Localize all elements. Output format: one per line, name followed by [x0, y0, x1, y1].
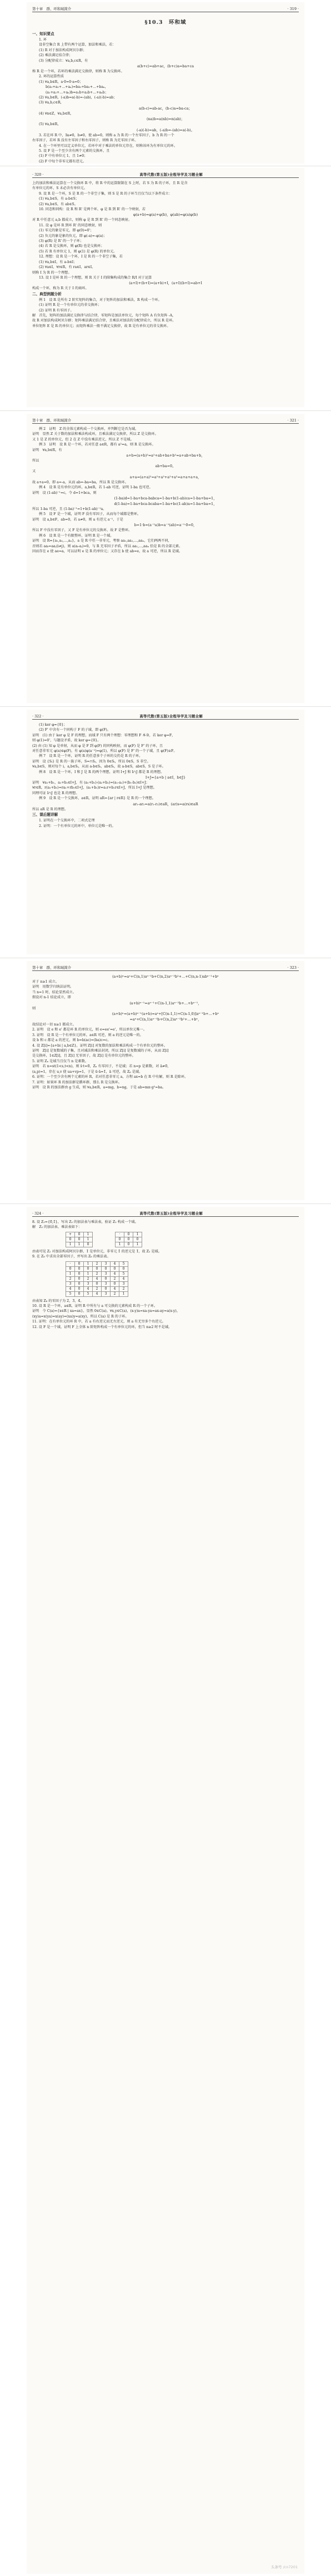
text-line: (1) ∀a,b∈S，有 a-b∈S；: [39, 197, 79, 201]
table-cell: 0: [119, 1266, 128, 1271]
text-line: 解 首先，矩阵的加法满足交换律与结合律，零矩阵是加法单位元，每个矩阵 A 有负矩阵 -A，: [32, 313, 176, 318]
table-cell: 0: [124, 1232, 133, 1237]
running-header: [32, 961, 299, 971]
table-cell: 2: [93, 1271, 102, 1276]
table-cell: ·: [116, 1232, 124, 1237]
page-gap: [0, 706, 331, 707]
text-line: 9. 设 R 是一个环，S 是 R 的一个非空子集，则 S 是 R 的子环当且仅当以下条件成立：: [39, 191, 172, 196]
text-line: 证明 显然 Z 关于数的加法和乘法构成环，且乘法满足交换律，所以 Z 是交换环。: [32, 432, 158, 437]
text-line: 证明 设 {Sᵢ} 是 R 的一族子环，S=∩Sᵢ，因为 0∈Sᵢ，所以 0∈S，S 非空。: [32, 759, 151, 764]
table-row: [66, 1291, 128, 1296]
text-line: 例 2 证明 Z 的全体元素构成一个交换环，并判断它是否为域。: [39, 427, 139, 431]
header-left: 第十章 群、环和域简介: [32, 7, 72, 11]
text-line: 又 1 是 Z 的单位元，但 2 在 Z 中没有乘法逆元，所以 Z 不是域。: [32, 437, 134, 442]
table-cell: 3: [119, 1281, 128, 1286]
text-line: 当 n=1 时，结论显然成立。: [32, 990, 76, 994]
equation-line: b=1·b=(a⁻¹a)b=a⁻¹(ab)=a⁻¹·0=0，: [134, 523, 197, 528]
table-cell: 1: [75, 1242, 84, 1247]
table-cell: 0: [102, 1286, 111, 1291]
table-cell: +: [66, 1232, 75, 1237]
text-line: 对任意非零元 φ(a)∈φ(F)，有 φ(a)φ(a⁻¹)=φ(1)，所以 φ(F) 是 F' 的一个子域，且 φ(F)≅F。: [32, 749, 177, 754]
equation-line: a(b+c)=ab+ac，(b+c)a=ba+ca: [137, 64, 194, 69]
table-cell: 1: [84, 1237, 93, 1242]
text-line: 假设对 n-1 结论成立，即: [32, 995, 71, 1000]
page-number: · 319 ·: [287, 7, 299, 11]
subsection-heading: 二、典型例题分析: [32, 291, 62, 296]
text-line: 故 a+a=0，即 a=-a，从而 ab=-ba=ba，所以 R 是交换环。: [32, 480, 128, 484]
table-cell: 0: [133, 1237, 142, 1242]
text-line: 例 6 设 R 是一个有限整环，证明 R 是一个域。: [39, 533, 114, 538]
text-line: 6. 证明：一个至少含有两个元素的环 R，若对任意非零元 a，方程 ax=b 在 R 中有解，则 R 是除环。: [32, 1075, 188, 1079]
text-line: 对于 n≥1 成立。: [32, 980, 59, 984]
text-line: (1) R 对于加法构成阿贝尔群；: [39, 48, 87, 52]
table-row: [66, 1271, 128, 1276]
equation-line: I+J={a+b | a∈I，b∈J}: [145, 775, 186, 780]
table-cell: 4: [66, 1286, 75, 1291]
table-cell: 0: [75, 1266, 84, 1271]
text-line: 证明 (1) 由于 ker φ 是 F 的理想，而域 F 只有两个理想：零理想和 F 本身，若 ker φ=F，: [32, 733, 175, 737]
text-line: 例 8 设 R 是一个环，I 和 J 是 R 的两个理想，证明 I+J 和 I∩J 都是 R 的理想。: [39, 770, 164, 774]
table-cell: 4: [93, 1291, 102, 1296]
page-number: · 323 ·: [287, 965, 299, 970]
running-header: [32, 2, 299, 12]
text-line: 4. 设 Z[i]={a+bi | a,b∈Z}，证明 Z[i] 对复数的加法和乘法构成一个有单位元的整环。: [32, 1043, 168, 1048]
page-320: [27, 168, 304, 407]
table-cell: ·: [66, 1261, 75, 1266]
text-line: 构成一个环，称为 R 关于 I 的商环。: [32, 286, 89, 291]
table-cell: 3: [102, 1271, 111, 1276]
equation-line: d(1-ba)=1-ba+bca-bcaba=1-ba+bc(1-ab)a=1-ba+ba=1，: [114, 502, 217, 507]
watermark-brand: 头条号: [270, 2565, 282, 2569]
text-line: 称 R 是一个环，若环的乘法满足交换律，则称 R 为交换环。: [32, 70, 124, 74]
text-line: ∀r∈R，r(a₁+b₁)=ra₁+rb₁∈I+J，(a₁+b₁)r=a₁r+b₁r∈I+J，所以 I+J 是理想。: [32, 786, 157, 790]
text-line: 证明 ∀a₁+b₁，a₂+b₂∈I+J，有 (a₁+b₁)-(a₂+b₂)=(a₁-a₂)+(b₁-b₂)∈I+J；: [32, 781, 149, 785]
text-line: 上的加法和乘法运算在一个交换环 R 中，将 R 中的运算限制在 S 上时，若 S 为 R 的子环，且 R 是含: [32, 181, 188, 185]
table-cell: 0: [93, 1281, 102, 1286]
table-cell: 3: [84, 1281, 93, 1286]
text-line: 例 9 设 R 是一个交换环，a∈R，证明 aR={ar | r∈R} 是 R 的一个理想。: [39, 796, 156, 801]
header-left: 第十章 群、环和域简介: [32, 965, 72, 970]
text-line: 证明 用数学归纳法证明。: [32, 985, 74, 989]
text-line: 11. 证明：在有单位元的环 R 中，若 a 有右逆元而无左逆元，则 a 有无穷多个右逆元。: [32, 1320, 165, 1324]
table-cell: 0: [66, 1237, 75, 1242]
text-line: (5) ∀a,b∈R，: [39, 122, 61, 127]
page-body: [32, 181, 299, 329]
text-line: (2) ∀a,b∈R，(-a)b=a(-b)=-(ab)，(-a)(-b)=ab；: [39, 96, 117, 100]
equation-line: (1-ba)d=1-ba+bca-babca=1-ba+b(1-ab)ca=1-ba+ba=1，: [114, 496, 217, 501]
text-line: 否则若 aaᵢ=aaⱼ(i≠j)，则 a(aᵢ-aⱼ)=0，与 R 无零因子矛盾，所以 aa₁,…,aaₙ 恰是 R 的全部元素。: [32, 544, 183, 548]
text-line: 12. 理想：设 R 是一个环，I 是 R 的一个非空子集，若: [39, 255, 123, 259]
text-line: (xy)a=x(ya)=x(ay)=(xa)y=a(xy)，所以 C(a) 是 R 的子环。: [32, 1314, 129, 1319]
text-line: 由表可见 Z₂ 对加法构成阿贝尔群，1̄ 是单位元，非零元 1̄ 的逆元是 1̄，故 Z₂ 是域。: [32, 1249, 162, 1254]
text-line: 例 4 设 R 是有单位元的环，a,b∈R，若 1-ab 可逆，证明 1-ba 也可逆。: [39, 486, 153, 490]
page-number: · 324 ·: [32, 1211, 44, 1216]
page-gap: [0, 410, 331, 411]
page-number: · 322 ·: [32, 714, 44, 719]
text-line: ∀a,b∈S，则对每个 i，a,b∈Sᵢ，从而 a-b∈Sᵢ，ab∈Sᵢ，故 a-b∈S，ab∈S，S 是子环。: [32, 765, 165, 769]
text-line: 1. 证明在一个交换环中，二项式定理: [39, 819, 95, 823]
table-cell: 0: [75, 1232, 84, 1237]
text-line: (2) 乘法满足结合律；: [39, 53, 73, 58]
table-cell: 4: [119, 1276, 128, 1281]
text-line: (2) ∀a,b∈S，有 ab∈S。: [39, 202, 78, 206]
text-line: (3) 分配律成立：∀a,b,c∈R，有: [39, 58, 88, 63]
watermark-handle: /cn7201: [283, 2565, 298, 2569]
page-body-cont: [32, 1249, 299, 1260]
text-line: 对 R 中任意元 a,b 都成立，则称 φ 是 R 到 R' 的一个同态映射。: [32, 218, 132, 222]
page-number: · 320 ·: [32, 172, 44, 177]
subsection-heading: 一、知识要点: [32, 32, 54, 36]
table-row: [66, 1281, 128, 1286]
page-gap: [0, 1203, 331, 1204]
equation-line: ar₁-ar₂=a(r₁-r₂)∈aR，(ar)s=a(rs)∈aR: [133, 801, 198, 806]
running-header: [32, 1207, 299, 1217]
table-cell: 0: [75, 1276, 84, 1281]
equation-line: a+a=(a+a)²=a²+a²+a²+a²=a+a+a+a，: [129, 474, 202, 479]
text-line: 4. 在一个环里可以定义单位元，若环中对于乘法的单位元存在，则称该环为有单位元的环。: [39, 143, 178, 148]
text-line: 1. 环: [39, 38, 47, 42]
table-cell: 2: [84, 1276, 93, 1281]
table-cell: 0: [75, 1261, 84, 1266]
table-row: [116, 1232, 142, 1237]
equation-line: (a+b)ⁿ=aⁿ+C(n,1)aⁿ⁻¹b+C(n,2)aⁿ⁻²b²+…+C(n,n-1)abⁿ⁻¹+bⁿ: [112, 974, 219, 979]
table-row: [66, 1242, 93, 1247]
text-line: 2. 证明：一个有单位元的环中，单位元是唯一的。: [39, 824, 116, 828]
page-323: [27, 961, 304, 1200]
text-line: 9. 在 Z₆ 中求出全部零因子，并写出 Z₆ 的乘法表。: [32, 1255, 111, 1259]
table-cell: 5: [66, 1291, 75, 1296]
table-cell: 1: [133, 1232, 142, 1237]
table-cell: 1: [84, 1261, 93, 1266]
text-line: 证明 令 C(a)={x∈R | xa=ax}，显然 0∈C(a)。∀x,y∈C(a)，(x-y)a=xa-ya=ax-ay=a(x-y)，: [32, 1309, 180, 1314]
text-line: 则 φ(1)=0'，与题设矛盾，故 ker φ={0}。: [32, 739, 101, 743]
z2-tables: [32, 1230, 299, 1249]
table-cell: 1: [84, 1232, 93, 1237]
table-cell: 0: [66, 1266, 75, 1271]
text-line: 3. 若在环 R 中，∃a≠0，b≠0，使 ab=0，则称 a 为 R 的一个左零因子，b 为 R 的一个: [39, 133, 174, 137]
text-line: 10. 同态和同构：设 R 和 R' 是两个环，φ 是 R 到 R' 的一个映射，若: [39, 207, 146, 212]
text-line: 证明 ∀a,b∈R，有: [32, 448, 62, 452]
table-cell: 1: [116, 1242, 124, 1247]
text-line: 因而存在 e 使 ae=a，可以证明 e 是 R 的单位元；又存在 b 使 ab=e，故 a 可逆，所以 R 是域。: [32, 549, 183, 553]
table-cell: 0: [102, 1276, 111, 1281]
table-cell: 0: [124, 1242, 133, 1247]
text-line: 例 5 设 F 是一个域，证明 F 没有零因子，从而每个域都是整环。: [39, 512, 141, 517]
header-mid: 高等代数(第五版)全程导学及习题全解: [139, 1211, 203, 1216]
text-line: (a,p)=1，存在 u,v 使 ua+vp=1，于是 ū·ā=1̄，ā 可逆，故 Zₚ 是域。: [32, 1069, 143, 1074]
table-cell: 4: [93, 1276, 102, 1281]
text-line: (1) 零元的象是零元，即 φ(0)=0'；: [39, 229, 94, 233]
addition-table: [66, 1232, 93, 1247]
text-line: 是交换环，1∈Z[i]，且 Z[i] 无零因子，故 Z[i] 是有单位元的整环。: [32, 1054, 136, 1058]
table-cell: 1: [66, 1271, 75, 1276]
text-line: 证明 设 R={a₁,a₂,…,aₙ}，a 是 R 中任一非零元，考察 aa₁,aa₂,…,aaₙ，它们两两不同，: [32, 539, 172, 543]
equation-line: (a+b)ⁿ=(a+b)ⁿ⁻¹(a+b)=aⁿ+[C(n-1,1)+C(n-1,0)]aⁿ⁻¹b+…+bⁿ: [112, 1012, 219, 1017]
table-cell: 2: [111, 1276, 119, 1281]
text-line: 所以 F 中没有零因子，又 F 是有单位元的交换环，故 F 是整环。: [32, 528, 132, 533]
text-line: 3. 证明 设 R 是一个有单位元的环，a∈R 可逆，则 a 的逆元是唯一的。: [32, 1033, 143, 1037]
equation-line: (a+b)ⁿ⁻¹=aⁿ⁻¹+C(n-1,1)aⁿ⁻²b+…+bⁿ⁻¹，: [129, 1000, 202, 1005]
text-line: 有单位元的环，S 未必含有单位元。: [32, 186, 88, 191]
text-line: (3) ∀a,b,c∈R，: [39, 101, 64, 105]
text-line: (4) ∀n∈Z，∀a,b∈R，: [39, 111, 74, 116]
running-header: [32, 710, 299, 720]
z6-multiplication-table: [66, 1261, 128, 1297]
header-mid: 高等代数(第五版)全程导学及习题全解: [139, 714, 203, 719]
table-cell: 1: [133, 1242, 142, 1247]
table-cell: 4: [84, 1286, 93, 1291]
text-line: (1) F 中有单位元 1，且 1≠0；: [39, 154, 88, 158]
running-header: [32, 168, 299, 178]
table-row: [66, 1286, 128, 1291]
text-line: 由表知 Z₆ 的零因子为 2̄，3̄，4̄。: [32, 1299, 84, 1303]
text-line: (2) ∀a∈I，∀r∈R，有 ra∈I，ar∈I。: [39, 265, 96, 270]
text-line: 同理可证 I∩J 也是 R 的理想。: [32, 791, 79, 795]
table-cell: 0: [93, 1266, 102, 1271]
text-line: (1) ker φ={0}；: [39, 723, 67, 727]
text-line: (3) φ(R) 是 R' 的一个子环；: [39, 239, 84, 244]
table-cell: 0: [75, 1291, 84, 1296]
table-cell: 0: [84, 1266, 93, 1271]
table-cell: 0: [111, 1281, 119, 1286]
page-322: [27, 710, 304, 954]
equation-line: a+b=(a+b)²=a²+ab+ba+b²=a+ab+ba+b，: [126, 453, 205, 458]
table-cell: 0: [84, 1242, 93, 1247]
page-319: [27, 2, 304, 164]
table-cell: 4: [111, 1271, 119, 1276]
table-cell: 2: [93, 1261, 102, 1266]
table-row: [66, 1261, 128, 1266]
text-line: 设 b 和 c 都是 a 的逆元，则 b=b(ac)=(ba)c=c。: [32, 1038, 111, 1043]
text-line: 例 3 证明 设 R 是一个环，若对任意 a∈R，都有 a²=a，则 R 是交换环。: [39, 443, 156, 447]
table-cell: 5: [119, 1261, 128, 1266]
running-header: [32, 414, 299, 424]
text-line: (4) 若 R 是交换环，则 φ(R) 也是交换环；: [39, 244, 104, 249]
page-324: [27, 1207, 304, 2574]
table-cell: 0: [124, 1237, 133, 1242]
text-line: 解 Z₂ 的加法表、乘法表如下：: [32, 1225, 82, 1230]
table-cell: 4: [111, 1286, 119, 1291]
text-line: 则: [32, 1006, 36, 1010]
text-line: (1) 证明 R 是一个有单位元的非交换环；: [39, 303, 102, 308]
text-line: (2) 负元的象是象的负元，即 φ(-a)=-φ(a)；: [39, 234, 107, 238]
table-cell: 5: [84, 1291, 93, 1296]
table-cell: 0: [116, 1237, 124, 1242]
table-row: [66, 1232, 93, 1237]
table-cell: 2: [111, 1291, 119, 1296]
equation-line: φ(a+b)=φ(a)+φ(b)，φ(ab)=φ(a)φ(b): [133, 212, 198, 217]
text-line: (2) F 中每个非零元都有逆元。: [39, 159, 87, 164]
text-line: 证明 设 a,b∈F，ab=0，若 a≠0，则 a 有逆元 a⁻¹，于是: [32, 517, 123, 522]
table-cell: 0: [111, 1266, 119, 1271]
text-line: (5) 若 R 有单位元 1，则 φ(1) 是 φ(R) 的单位元。: [39, 249, 117, 254]
table-cell: 0: [102, 1266, 111, 1271]
text-line: 故 R 对加法构成阿贝尔群；矩阵乘法满足结合律，且乘法对加法的分配律成立，所以 R 是环。: [32, 319, 176, 323]
table-cell: 1: [66, 1242, 75, 1247]
table-cell: 2: [93, 1286, 102, 1291]
text-line: (a₁+a₂+…+aₙ)b=a₁b+a₂b+…+aₙb；: [46, 90, 108, 95]
text-line: 5. 证明 Zₙ 是域当且仅当 n 是素数。: [32, 1059, 88, 1063]
table-cell: 3: [102, 1281, 111, 1286]
text-line: (2) F' 中含有一个同构于 F 的子域，即 φ(F)。: [39, 728, 111, 732]
table-cell: 0: [75, 1271, 84, 1276]
subsection-heading: 三、课后题详解: [32, 813, 58, 818]
text-line: (2) 证明 R 有零因子。: [39, 308, 74, 313]
text-line: 例 7 设 R 是一个环，证明 R 的任意多个子环的交仍是 R 的子环。: [39, 754, 143, 759]
text-line: (1) ∀a,b∈R，a·0=0·a=0；: [39, 80, 83, 84]
page-body: [32, 974, 299, 1090]
text-line: 8. 设 Z₂={0̄,1̄}，写出 Z₂ 的加法表与乘法表，验证 Z₂ 构成一个域。: [32, 1220, 138, 1224]
text-line: 右零因子，若环 R 没有左零因子和右零因子，则称 R 为无零因子环。: [32, 138, 138, 143]
text-line: 证明 设 R 的加法群由 g 生成，则 ∀a,b∈R，a=mg，b=ng，于是 ab=mn·g²=ba。: [32, 1085, 166, 1089]
text-line: 设非空集合 R 上带有两个运算，加法和乘法，若：: [39, 43, 116, 47]
section-title: §10.3 环和域: [144, 19, 187, 26]
text-line: b(a₁+a₂+…+aₙ)=ba₁+ba₂+…+baₙ，: [46, 85, 108, 90]
text-line: 5. 设 F 是一个至少含有两个元素的交换环，且: [39, 148, 110, 153]
page-body: [32, 722, 299, 829]
page-body-end: [32, 1299, 299, 1330]
text-line: 2. 证明 设 e 和 e' 都是环 R 的单位元，则 e=ee'=e'，所以单位元唯一。: [32, 1028, 147, 1032]
text-line: 10. 设 R 是一个环，a∈R，证明 R 中所有与 a 可交换的元素构成 R 的一个子环。: [32, 1304, 158, 1309]
text-line: 例 1 设 R 是所有 2 阶实矩阵的集合，对于矩阵的加法和乘法，R 构成一个环。: [39, 298, 162, 302]
page-body: [32, 427, 299, 554]
equation-line: (na)b=a(nb)=n(ab)；: [146, 117, 185, 122]
page-number: · 321 ·: [287, 418, 299, 423]
table-row: [66, 1266, 128, 1271]
table-cell: 3: [66, 1281, 75, 1286]
table-row: [116, 1237, 142, 1242]
table-row: [116, 1242, 142, 1247]
text-line: 又: [32, 469, 36, 474]
z6-table-wrap: [32, 1261, 299, 1297]
table-cell: 0: [75, 1237, 84, 1242]
text-line: 13. 设 I 是环 R 的一个理想，则 R 关于 I 的陪集构成的集合 R/I 对于运算: [39, 275, 152, 280]
page-321: [27, 414, 304, 703]
text-line: 所以: [32, 459, 39, 463]
text-line: 证明 Z[i] 是复数域的子集，且对减法和乘法封闭，所以 Z[i] 是复数域的子环，从而 Z[i]: [32, 1049, 169, 1053]
text-line: (1) ∀a,b∈I，有 a-b∈I；: [39, 260, 77, 264]
text-line: 则称 I 为 R 的一个理想。: [32, 270, 72, 275]
equation-line: (a+I)+(b+I)=(a+b)+I，(a+I)(b+I)=ab+I: [129, 281, 202, 286]
text-line: 11. 设 φ 是环 R 到环 R' 的同态映射，则: [39, 223, 102, 227]
table-cell: 2: [119, 1286, 128, 1291]
text-line: 所以 aR 是 R 的理想。: [32, 807, 68, 811]
text-line: 2. 环的运算性质: [39, 75, 64, 79]
table-cell: 5: [119, 1271, 128, 1276]
equation-line: =aⁿ+C(n,1)aⁿ⁻¹b+C(n,2)aⁿ⁻²b²+…+bⁿ，: [129, 1017, 202, 1022]
text-line: 单位矩阵 E 是 R 的单位元；而矩阵乘法一般不满足交换律，故 R 是有单位元的非交换环。: [32, 324, 170, 328]
header-left: 第十章 群、环和域简介: [32, 418, 72, 423]
table-row: [66, 1237, 93, 1242]
table-cell: 0: [75, 1281, 84, 1286]
header-mid: 高等代数(第五版)全程导学及习题全解: [139, 172, 203, 177]
text-line: (2) 由 (1) 知 φ 是单射，从而 φ 是 F 到 φ(F) 的同构映射，而 φ(F) 是 F' 的子环，且: [32, 744, 163, 748]
page-body: [32, 31, 299, 164]
table-cell: 2: [66, 1276, 75, 1281]
watermark: [271, 2564, 298, 2569]
text-line: 证明 若 n=st(1<s,t<n)，则 s̄·t̄=0̄，Zₙ 有零因子，不是域；若 n=p 是素数，对 ā≠0̄，: [32, 1064, 171, 1069]
text-line: 12. 设 F 是一个域，证明 F 上全体 n 阶矩阵构成一个有单位元的环，但当 n≥2 时不是域。: [32, 1325, 172, 1329]
table-cell: 3: [102, 1261, 111, 1266]
equation-line: (-a)(-b)=ab，(-a)b=-(ab)=a(-b)。: [136, 127, 195, 132]
text-line: 所以 1-ba 可逆，且 (1-ba)⁻¹=1+b(1-ab)⁻¹a。: [32, 507, 107, 512]
table-row: [66, 1276, 128, 1281]
text-line: 7. 证明：如果环 R 的加法群是循环群，那么 R 是交换环。: [32, 1080, 122, 1084]
text-line: 故结论对一切 n≥1 都成立。: [32, 1023, 76, 1027]
equation-line: a(b-c)=ab-ac，(b-c)a=ba-ca；: [139, 106, 192, 111]
table-cell: 4: [111, 1261, 119, 1266]
table-cell: 1: [84, 1271, 93, 1276]
table-cell: 3: [102, 1291, 111, 1296]
table-cell: 0: [75, 1286, 84, 1291]
table-cell: 1: [119, 1291, 128, 1296]
equation-line: ab+ba=0。: [155, 464, 176, 469]
text-line: 证明 设 (1-ab)⁻¹=c，令 d=1+bca，则: [32, 491, 97, 495]
multiplication-table: [115, 1232, 142, 1247]
page-body: [32, 1220, 299, 1230]
